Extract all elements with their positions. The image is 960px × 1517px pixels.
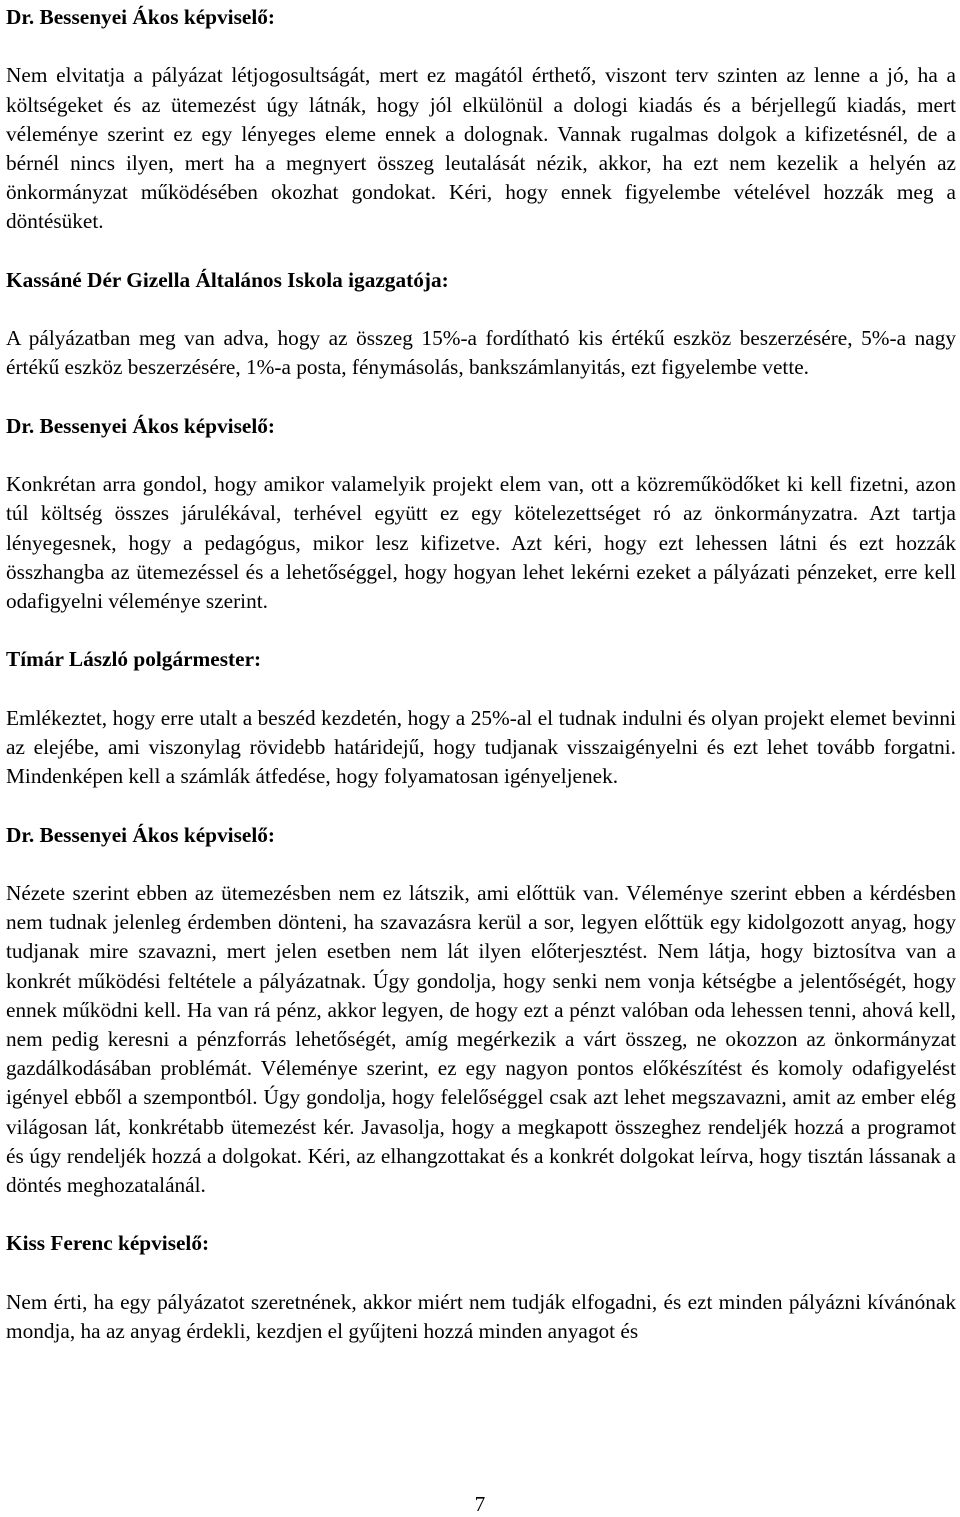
speaker-heading: Dr. Bessenyei Ákos képviselő: [6,413,275,438]
spacer [6,675,956,704]
spacer [6,791,956,820]
speech-paragraph: Emlékeztet, hogy erre utalt a beszéd kezdetén, hogy a 25%-al el tudnak indulni és olyan projekt elemet bevinni az elejébe, ami viszonylag rövidebb határidejű, hogy tudjanak visszaigényelni és ezt lehet tovább forgatni. Mindenképen kell a számlák átfedése, hogy folyamatosan igényeljenek. [6,705,956,789]
speaker-heading: Kassáné Dér Gizella Általános Iskola igazgatója: [6,267,449,292]
speech-paragraph: A pályázatban meg van adva, hogy az összeg 15%-a fordítható kis értékű eszköz beszerzésére, 5%-a nagy értékű eszköz beszerzésére, 1%-a posta, fénymásolás, bankszámlanyitás, ezt figyelembe vette. [6,326,956,380]
speech-paragraph: Nem elvitatja a pályázat létjogosultságát, mert ez magától érthető, viszont terv szinten az lenne a jó, ha a költségeket és az ütemezést úgy látnák, hogy jól elkülönül a dologi kiadás és a bérjellegű kiadás, mert véleménye szerint ez egy lényeges eleme ennek a dolognak. Vannak rugalmas dolgok a kifizetésnél, de a bérnél nincs ilyen, mert ha a megnyert összeg leutalását nézik, akkor, ha ezt nem kezelik a helyén az önkormányzat működésében okozhat gondokat. Kéri, hogy ennek figyelembe vételével hozzák meg a döntésüket. [6,63,956,234]
spacer [6,441,956,470]
spacer [6,850,956,879]
speaker-heading: Kiss Ferenc képviselő: [6,1231,210,1256]
document-page [6,3,956,1346]
speaker-heading: Dr. Bessenyei Ákos képviselő: [6,822,275,847]
spacer [6,1259,956,1288]
spacer [6,383,956,412]
speech-paragraph: Nézete szerint ebben az ütemezésben nem ez látszik, ami előttük van. Véleménye szerint ebben a kérdésben nem tudnak jelenleg érdemben dönteni, ha szavazásra kerül a sor, legyen előttük egy kidolgozott anyag, hogy tudjanak mire szavazni, mert jelen esetben nem lát ilyen előterjesztést. Nem látja, hogy biztosítva van a konkrét működési feltétele a pályázatnak. Úgy gondolja, hogy senki nem vonja kétségbe a jelentőségét, hogy ennek működni kell. Ha van rá pénz, akkor legyen, de hogy ezt a pénzt valóban oda lehessen tenni, ahová kell, nem pedig keresni a pénzforrás lehetőségét, amíg megérkezik a várt összeg, ne okozzon az önkormányzat gazdálkodásában problémát. Véleménye szerint, ez egy nagyon pontos előkészítést és komoly odafigyelést igényel ebből a szempontból. Úgy gondolja, hogy felelőséggel csak azt lehet megszavazni, amit az ember elég világosan lát, konkrétabb ütemezést kér. Javasolja, hogy a megkapott összeghez rendeljék hozzá a programot és úgy rendeljék hozzá a dolgokat. Kéri, az elhangzottakat és a konkrét dolgokat leírva, hogy tisztán lássanak a döntés meghozatalánál. [6,880,956,1197]
speech-paragraph: Konkrétan arra gondol, hogy amikor valamelyik projekt elem van, ott a közreműködőket ki kell fizetni, azon túl költség összes járulékával, terhével együtt ez egy kötelezettséget ró az önkormányzatra. Azt tartja lényegesnek, hogy a pedagógus, mikor lesz kifizetve. Azt kéri, hogy ezt lehessen látni és ezt hozzák összhangba az ütemezéssel és a lehetőséggel, hogy hogyan lehet lekérni ezeket a pályázati pénzeket, erre kell odafigyelni véleménye szerint. [6,472,956,613]
speaker-heading: Dr. Bessenyei Ákos képviselő: [6,5,275,29]
spacer [6,32,956,61]
spacer [6,1200,956,1229]
page-number: 7 [474,1492,486,1516]
spacer [6,616,956,645]
spacer [6,295,956,324]
speaker-heading: Tímár László polgármester: [6,647,262,672]
speech-paragraph: Nem érti, ha egy pályázatot szeretnének, akkor miért nem tudják elfogadni, és ezt minden pályázni kívánónak mondja, ha az anyag érdekli, kezdjen el gyűjteni hozzá minden anyagot és [6,1289,956,1343]
spacer [6,237,956,266]
